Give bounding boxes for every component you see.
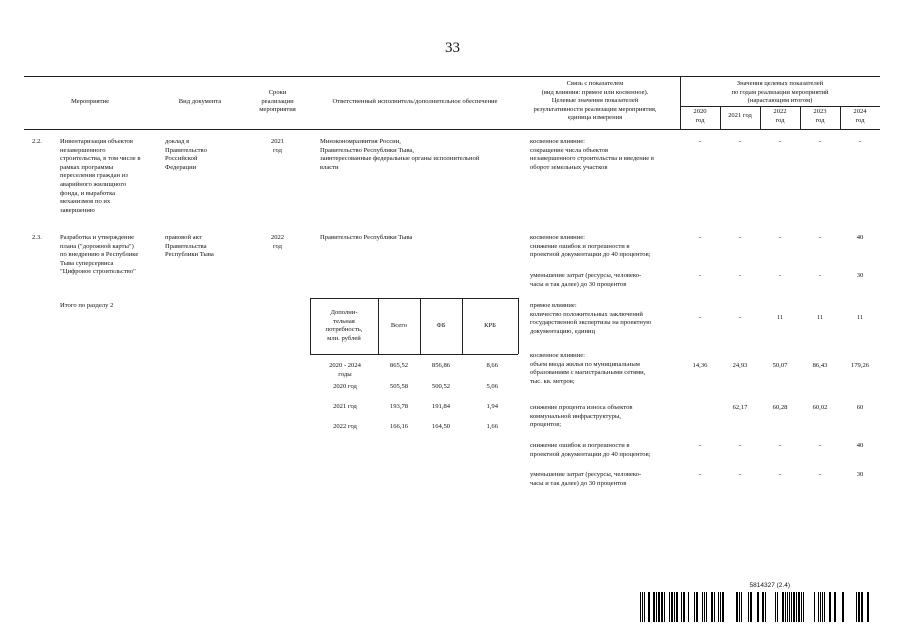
- header-year: 2021 год: [728, 112, 752, 119]
- header-doc-type: Вид документа: [178, 98, 222, 105]
- total-indicator-value: 11: [816, 314, 824, 321]
- funding-total: 166,16: [389, 423, 409, 430]
- barcode-bar: [787, 592, 788, 622]
- barcode-bar: [706, 592, 707, 622]
- total-indicator-value: 60: [856, 404, 864, 411]
- total-indicator-value: 60,28: [772, 404, 788, 411]
- funding-table-right: [518, 298, 519, 354]
- funding-fb: 164,50: [431, 423, 451, 430]
- total-indicator: снижение ошибок и погрешности в проектной документации до 40 процентов;: [530, 442, 651, 458]
- barcode-bar: [858, 592, 860, 622]
- total-indicator: уменьшение затрат (ресурсы, человеко- часы и так далее) до 30 процентов: [530, 471, 642, 487]
- barcode-bar: [775, 592, 776, 622]
- header-targets: Значения целевых показателей по годам реализации мероприятий (нарастающим итогом): [731, 80, 829, 105]
- header-year: 2023 год: [813, 108, 827, 124]
- barcode-bar: [702, 592, 703, 622]
- funding-period: 2020 год: [333, 383, 357, 390]
- total-indicator-value: 11: [776, 314, 784, 321]
- row-value: -: [858, 138, 862, 145]
- barcode-bar: [748, 592, 749, 622]
- barcode-bar: [681, 592, 682, 622]
- barcode-bar: [818, 592, 819, 622]
- funding-period: 2022 год: [333, 423, 357, 430]
- barcode-bar: [765, 592, 766, 622]
- barcode-bar: [696, 592, 698, 622]
- barcode-bar: [704, 592, 705, 622]
- total-indicator-value: 50,07: [772, 362, 788, 369]
- total-indicator-value: 86,43: [812, 362, 828, 369]
- barcode-bar: [762, 592, 764, 622]
- row-executor: Минэкономразвития России, Правительство Республики Тыва, заинтересованные федеральные органы исполнительной власти: [320, 138, 480, 171]
- page-number: 33: [445, 40, 460, 56]
- row-doc-type: правовой акт Правительства Республики Тыва: [165, 234, 214, 259]
- total-label: Итого по разделу 2: [60, 302, 114, 309]
- funding-table-left: [310, 298, 311, 354]
- row-value: -: [778, 272, 782, 279]
- barcode-bar: [867, 592, 869, 622]
- barcode-bar: [789, 592, 790, 622]
- barcode-bar: [856, 592, 857, 622]
- barcode-bar: [824, 592, 825, 622]
- total-indicator-value: 14,36: [692, 362, 708, 369]
- barcode-bar: [661, 592, 663, 622]
- barcode-bar: [750, 592, 752, 622]
- barcode-bar: [834, 592, 836, 622]
- row-number: 2.3.: [32, 234, 42, 241]
- funding-total: 193,78: [389, 403, 409, 410]
- barcode-bar: [658, 592, 660, 622]
- barcode-bar: [674, 592, 675, 622]
- barcode-bar: [688, 592, 689, 622]
- total-indicator-value: -: [698, 314, 702, 321]
- funding-fb-header: ФБ: [436, 322, 446, 329]
- funding-need-header: Дополни- тельная потребность, млн. рублей: [325, 309, 363, 342]
- total-indicator-value: -: [698, 471, 702, 478]
- row-value: -: [818, 272, 822, 279]
- barcode-bar: [644, 592, 645, 622]
- row-value: -: [698, 272, 702, 279]
- row-event: Инвентаризация объектов незавершенного строительства, в том числе в рамках программы переселения граждан из аварийного жилищного фонда, и выработка механизмов по их завершению: [60, 138, 141, 214]
- barcode-bar: [822, 592, 823, 622]
- barcode-bar: [861, 592, 863, 622]
- funding-fb: 191,84: [431, 403, 451, 410]
- row-event: Разработка и утверждение плана ("дорожной карты") по внедрению в Республике Тыва суперсервиса "Цифровое строительство": [60, 234, 139, 276]
- barcode-bar: [648, 592, 650, 622]
- barcode-bar: [676, 592, 678, 622]
- total-indicator-value: 60,02: [812, 404, 828, 411]
- barcode-bar: [711, 592, 713, 622]
- barcode-bar: [801, 592, 802, 622]
- barcode-bar: [640, 592, 641, 622]
- total-indicator: косвенное влияние: объем ввода жилья по муниципальным образованиям с магистральными сетями, тыс. кв. метров;: [530, 352, 646, 385]
- row-value: -: [818, 138, 822, 145]
- row-doc-type: доклад в Правительство Российской Федерации: [165, 138, 207, 171]
- row-value: -: [778, 138, 782, 145]
- funding-total-header: Всего: [390, 322, 408, 329]
- total-indicator-value: -: [778, 471, 782, 478]
- row-value: -: [698, 234, 702, 241]
- barcode-bar: [656, 592, 657, 622]
- barcode-bar: [718, 592, 719, 622]
- barcode-bar: [777, 592, 778, 622]
- row-deadline: 2021 год: [270, 138, 285, 154]
- funding-table-header-bottom: [310, 354, 518, 355]
- total-indicator-value: -: [698, 442, 702, 449]
- barcode-bar: [814, 592, 815, 622]
- barcode-bar: [736, 592, 738, 622]
- header-executor: Ответственный исполнитель/дополнительное обеспечение: [332, 98, 498, 105]
- barcode-bar: [694, 592, 695, 622]
- header-year: 2020 год: [693, 108, 707, 124]
- funding-krb-header: КРБ: [484, 322, 496, 329]
- barcode-bar: [757, 592, 759, 622]
- row-value: -: [818, 234, 822, 241]
- funding-fb: 500,52: [431, 383, 451, 390]
- header-link: Связь с показателем (вид влияния: прямое или косвенное). Целевые значения показателей результативности реализации мероприятия, единица измерения: [533, 80, 657, 122]
- funding-krb: 5,06: [486, 383, 498, 390]
- total-indicator: снижение процента износа объектов коммунальной инфраструктуры, процентов;: [530, 404, 633, 429]
- barcode-bar: [820, 592, 821, 622]
- barcode-bar: [803, 592, 804, 622]
- header-year: 2024 год: [853, 108, 867, 124]
- total-indicator-value: -: [738, 471, 742, 478]
- barcode-bar: [782, 592, 784, 622]
- header-event: Мероприятие: [70, 98, 110, 105]
- row-deadline: 2022 год: [270, 234, 285, 250]
- barcode-bar: [739, 592, 740, 622]
- total-indicator-value: 62,17: [732, 404, 748, 411]
- row-value: -: [738, 272, 742, 279]
- row-number: 2.2.: [32, 138, 42, 145]
- barcode-bar: [669, 592, 670, 622]
- funding-krb: 1,66: [486, 423, 498, 430]
- row-value: 30: [856, 272, 864, 279]
- row-value: -: [738, 234, 742, 241]
- total-indicator-value: 30: [856, 471, 864, 478]
- barcode-bar: [798, 592, 800, 622]
- total-indicator: прямое влияние: количество положительных заключений государственной экспертизы на проектную документацию, единиц: [530, 302, 652, 335]
- funding-total: 865,52: [389, 362, 409, 369]
- funding-period: 2021 год: [333, 403, 357, 410]
- row-value: -: [738, 138, 742, 145]
- total-indicator-value: -: [818, 471, 822, 478]
- row-value: 40: [856, 234, 864, 241]
- barcode-bar: [714, 592, 715, 622]
- barcode-bar: [829, 592, 831, 622]
- funding-krb: 8,66: [486, 362, 498, 369]
- total-indicator-value: -: [778, 442, 782, 449]
- table-header-bottom-border: [24, 129, 880, 130]
- barcode-bar: [793, 592, 795, 622]
- barcode-bar: [642, 592, 643, 622]
- barcode-bar: [722, 592, 724, 622]
- barcode-bar: [785, 592, 786, 622]
- barcode-bar: [671, 592, 673, 622]
- row-link: косвенное влияние: снижение ошибок и погрешности в проектной документации до 40 процентов;: [530, 234, 651, 259]
- barcode-label: 5814327 (2.4): [749, 582, 790, 589]
- row-value: -: [698, 138, 702, 145]
- barcode-image: [640, 592, 870, 622]
- total-indicator-value: 179,26: [850, 362, 870, 369]
- total-indicator-value: -: [738, 442, 742, 449]
- years-subheader-border: [680, 106, 880, 107]
- barcode-bar: [653, 592, 655, 622]
- barcode-bar: [741, 592, 742, 622]
- funding-table-top: [310, 298, 518, 299]
- funding-fb: 856,86: [431, 362, 451, 369]
- funding-period: 2020 - 2024 годы: [329, 362, 361, 378]
- barcode-bar: [842, 592, 844, 622]
- total-indicator-value: 11: [856, 314, 864, 321]
- barcode-bar: [720, 592, 721, 622]
- funding-total: 505,58: [389, 383, 409, 390]
- row-value: -: [778, 234, 782, 241]
- barcode-bar: [791, 592, 792, 622]
- header-year: 2022 год: [773, 108, 787, 124]
- total-indicator-value: -: [818, 442, 822, 449]
- row-link: косвенное влияние: сокращение числа объектов незавершенного строительства и введение в оборот земельных участков: [530, 138, 654, 171]
- barcode-bar: [796, 592, 797, 622]
- barcode-bar: [683, 592, 685, 622]
- barcode-bar: [664, 592, 665, 622]
- total-indicator-value: 24,93: [732, 362, 748, 369]
- funding-krb: 1,94: [486, 403, 498, 410]
- row-link: уменьшение затрат (ресурсы, человеко- часы и так далее) до 30 процентов: [530, 272, 642, 288]
- table-top-border: [24, 76, 880, 77]
- total-indicator-value: 40: [856, 442, 864, 449]
- header-deadline: Сроки реализации мероприятия: [259, 89, 296, 114]
- total-indicator-value: -: [738, 314, 742, 321]
- row-executor: Правительство Республики Тыва: [320, 234, 413, 241]
